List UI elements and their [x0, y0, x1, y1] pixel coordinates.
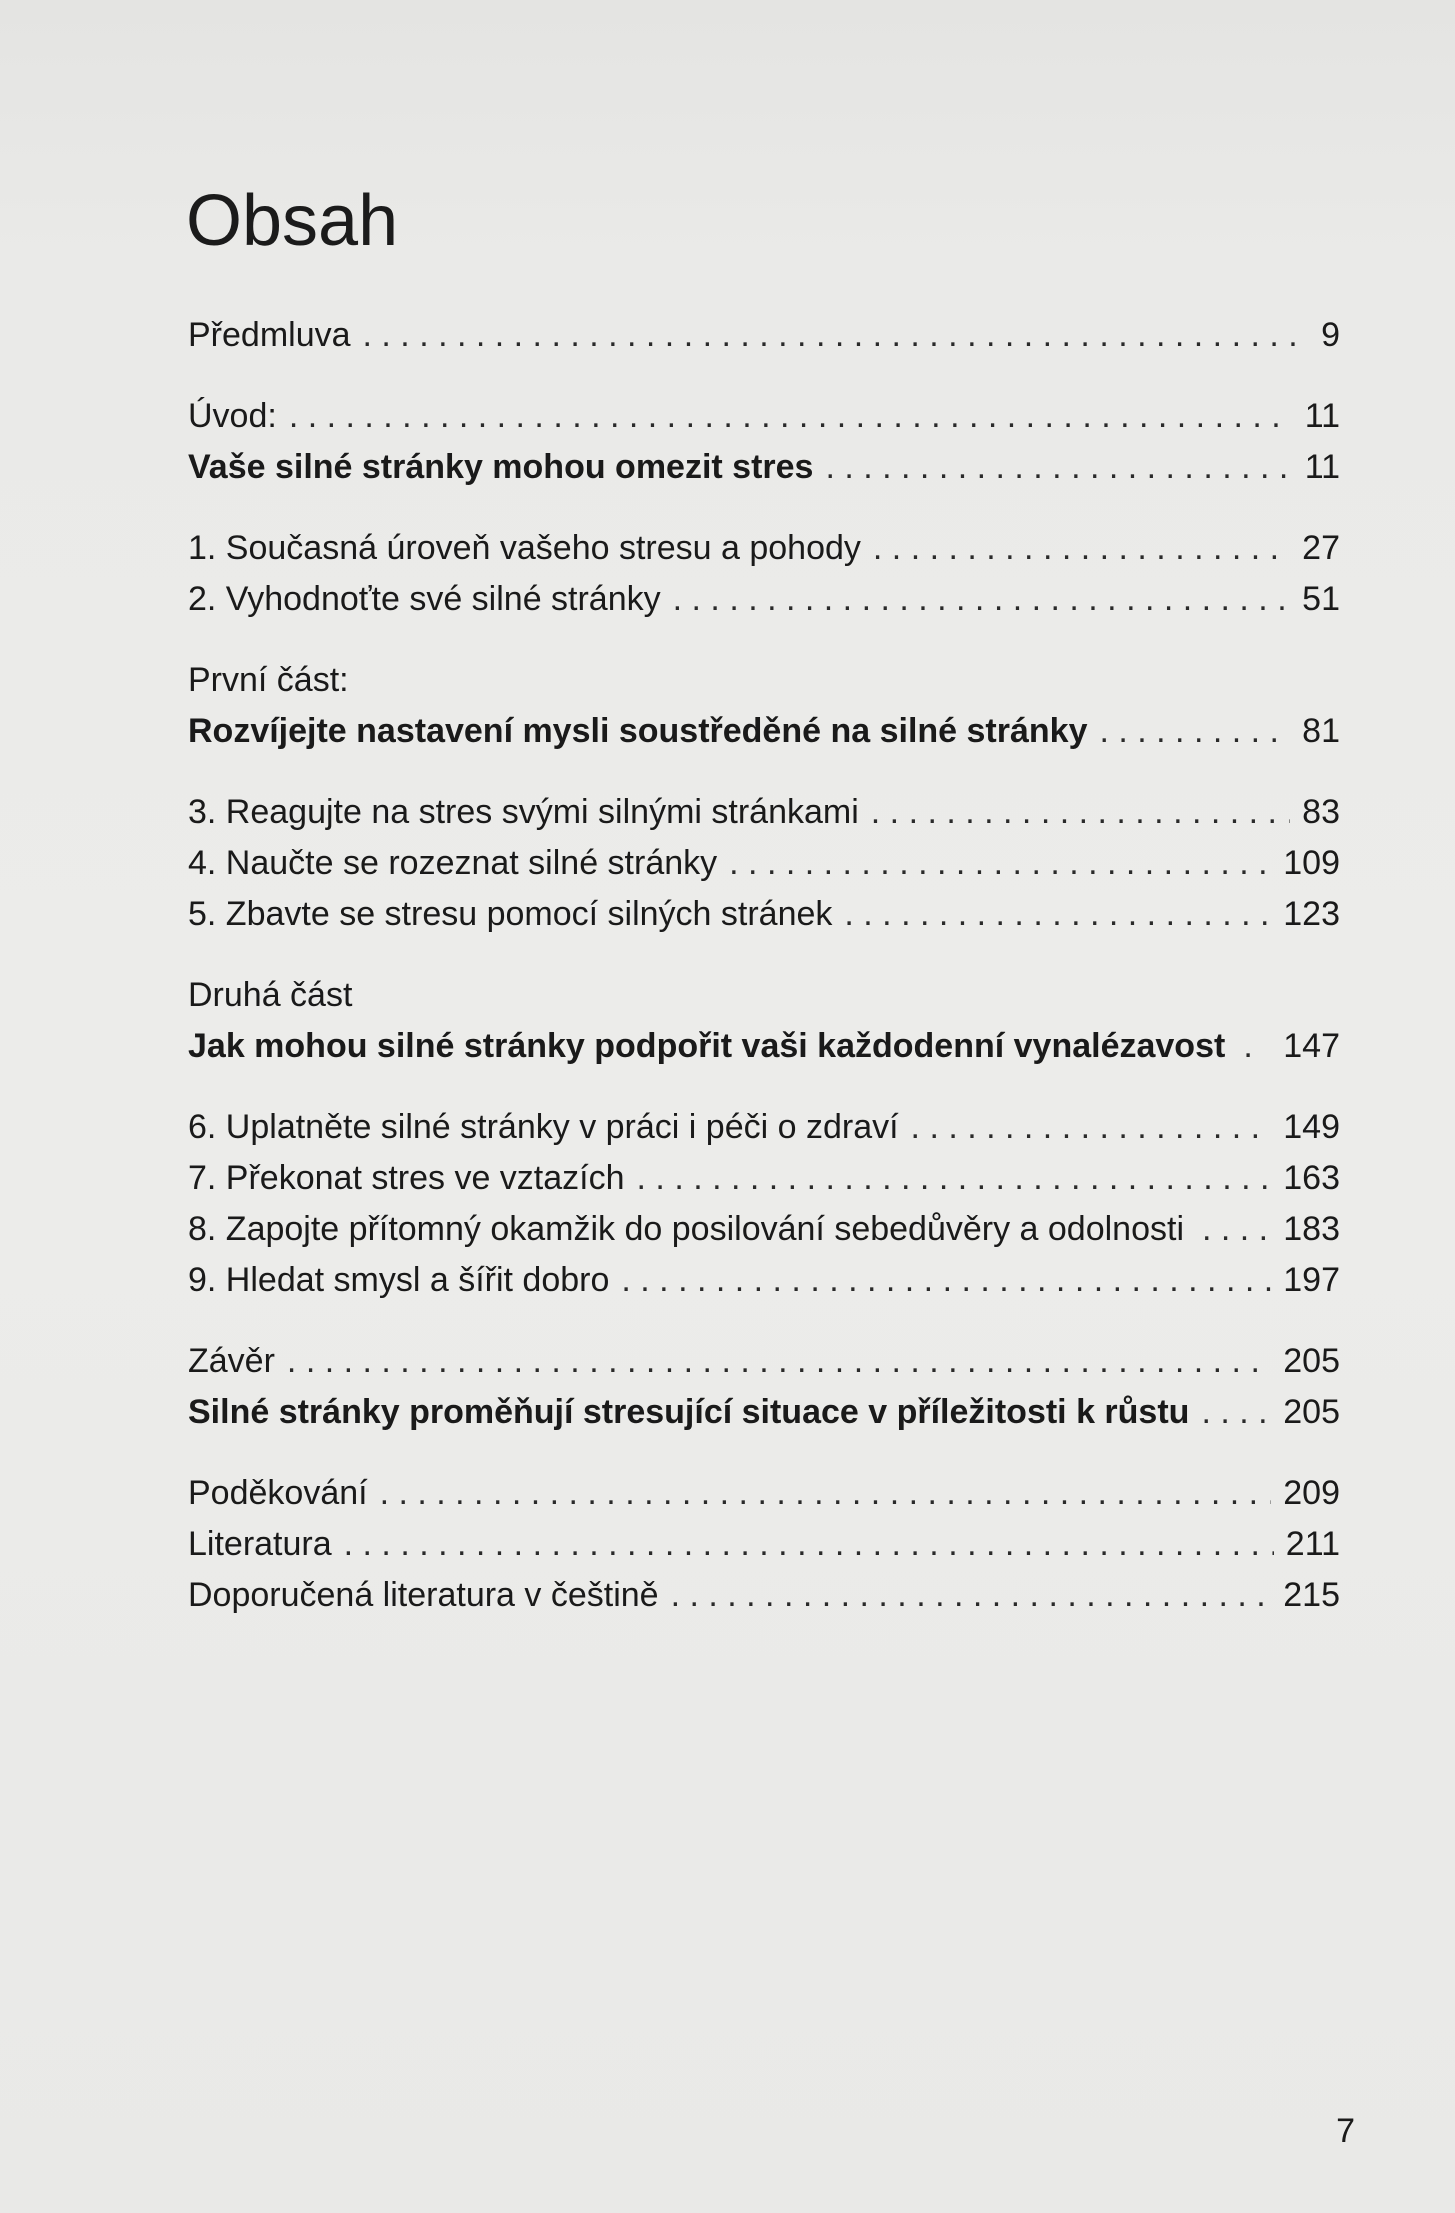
dot-leader — [1099, 706, 1290, 757]
toc-entry-chapter-2 — [188, 574, 1340, 625]
toc-entry-page: 81 — [1302, 712, 1340, 750]
toc-entry-label: 3. Reagujte na stres svými silnými stránkami — [188, 793, 859, 831]
dot-leader — [363, 310, 1310, 361]
toc-entry-chapter-5 — [188, 889, 1340, 940]
toc-entry-label: Doporučená literatura v češtině — [188, 1576, 659, 1614]
dot-leader — [1243, 1021, 1265, 1072]
toc-entry-page: 147 — [1283, 1027, 1340, 1065]
toc-entry-page: 205 — [1283, 1342, 1340, 1380]
toc-entry-label: 2. Vyhodnoťte své silné stránky — [188, 580, 661, 618]
toc-entry-zaver-subtitle — [188, 1387, 1340, 1438]
toc-entry-label: 5. Zbavte se stresu pomocí silných stránek — [188, 895, 833, 933]
toc-entry-page: 211 — [1285, 1525, 1340, 1563]
toc-entry-label: První část: — [188, 661, 349, 699]
dot-leader — [825, 442, 1292, 493]
dot-leader — [637, 1153, 1272, 1204]
toc-entry-page: 11 — [1304, 448, 1340, 486]
dot-leader — [621, 1255, 1271, 1306]
toc-entry-chapter-7 — [188, 1153, 1340, 1204]
toc-entry-chapter-9 — [188, 1255, 1340, 1306]
toc-entry-podekovani — [188, 1468, 1340, 1519]
toc-entry-page: 109 — [1283, 844, 1340, 882]
toc-entry-page: 205 — [1283, 1393, 1340, 1431]
toc-entry-page: 149 — [1283, 1108, 1340, 1146]
dot-leader — [380, 1468, 1272, 1519]
toc-entry-chapter-6 — [188, 1102, 1340, 1153]
toc-entry-label: Druhá část — [188, 976, 353, 1014]
toc-entry-chapter-4 — [188, 838, 1340, 889]
toc-entry-label: Předmluva — [188, 316, 351, 354]
toc-entry-page: 11 — [1304, 397, 1340, 435]
dot-leader — [1201, 1387, 1271, 1438]
toc-entry-uvod-subtitle — [188, 442, 1340, 493]
dot-leader — [287, 1336, 1271, 1387]
dot-leader — [1202, 1204, 1265, 1255]
toc-entry-label: Literatura — [188, 1525, 332, 1563]
toc-entry-label: Silné stránky proměňují stresující situace v příležitosti k růstu — [188, 1393, 1190, 1431]
toc-entry-label: Jak mohou silné stránky podpořit vaši každodenní vynalézavost — [188, 1027, 1226, 1065]
dot-leader — [729, 838, 1271, 889]
toc-entry-page: 163 — [1283, 1159, 1340, 1197]
toc-entry-chapter-1 — [188, 523, 1340, 574]
toc-entry-label: 1. Současná úroveň vašeho stresu a pohody — [188, 529, 861, 567]
toc-entry-uvod — [188, 391, 1340, 442]
toc-entry-label: Rozvíjejte nastavení mysli soustředěné na silné stránky — [188, 712, 1088, 750]
page-number: 7 — [1336, 2112, 1355, 2150]
toc-entry-label: Úvod: — [188, 397, 277, 435]
toc-entry-label: Závěr — [188, 1342, 275, 1380]
dot-leader — [673, 574, 1291, 625]
toc-entry-page: 183 — [1283, 1210, 1340, 1248]
toc-entry-page: 197 — [1283, 1261, 1340, 1299]
toc-entry-page: 83 — [1302, 793, 1340, 831]
dot-leader — [844, 889, 1271, 940]
toc-entry-chapter-3 — [188, 787, 1340, 838]
toc-entry-label: 7. Překonat stres ve vztazích — [188, 1159, 625, 1197]
toc-entry-page: 215 — [1283, 1576, 1340, 1614]
toc-entry-predmluva — [188, 310, 1340, 361]
dot-leader — [911, 1102, 1272, 1153]
toc-part-2-label — [188, 970, 1340, 1021]
toc-entry-page: 51 — [1302, 580, 1340, 618]
toc-entry-page: 9 — [1321, 316, 1340, 354]
toc-part-1-label — [188, 655, 1340, 706]
table-of-contents — [188, 310, 1340, 1621]
dot-leader — [671, 1570, 1272, 1621]
toc-entry-literatura — [188, 1519, 1340, 1570]
toc-entry-page: 123 — [1283, 895, 1340, 933]
dot-leader — [289, 391, 1293, 442]
toc-entry-label: 6. Uplatněte silné stránky v práci i péči o zdraví — [188, 1108, 899, 1146]
dot-leader — [344, 1519, 1274, 1570]
toc-entry-label: Vaše silné stránky mohou omezit stres — [188, 448, 814, 486]
toc-part-1-title — [188, 706, 1340, 757]
toc-entry-chapter-8 — [188, 1204, 1340, 1255]
toc-entry-label: Poděkování — [188, 1474, 368, 1512]
dot-leader — [871, 787, 1290, 838]
toc-part-2-title — [188, 1021, 1340, 1072]
toc-entry-label: 4. Naučte se rozeznat silné stránky — [188, 844, 718, 882]
toc-entry-zaver — [188, 1336, 1340, 1387]
toc-entry-page: 27 — [1302, 529, 1340, 567]
toc-entry-label: 9. Hledat smysl a šířit dobro — [188, 1261, 610, 1299]
toc-entry-page: 209 — [1283, 1474, 1340, 1512]
dot-leader — [873, 523, 1290, 574]
page-title: Obsah — [186, 181, 399, 261]
toc-entry-doporucena-literatura — [188, 1570, 1340, 1621]
toc-entry-label: 8. Zapojte přítomný okamžik do posilování sebedůvěry a odolnosti — [188, 1210, 1184, 1248]
